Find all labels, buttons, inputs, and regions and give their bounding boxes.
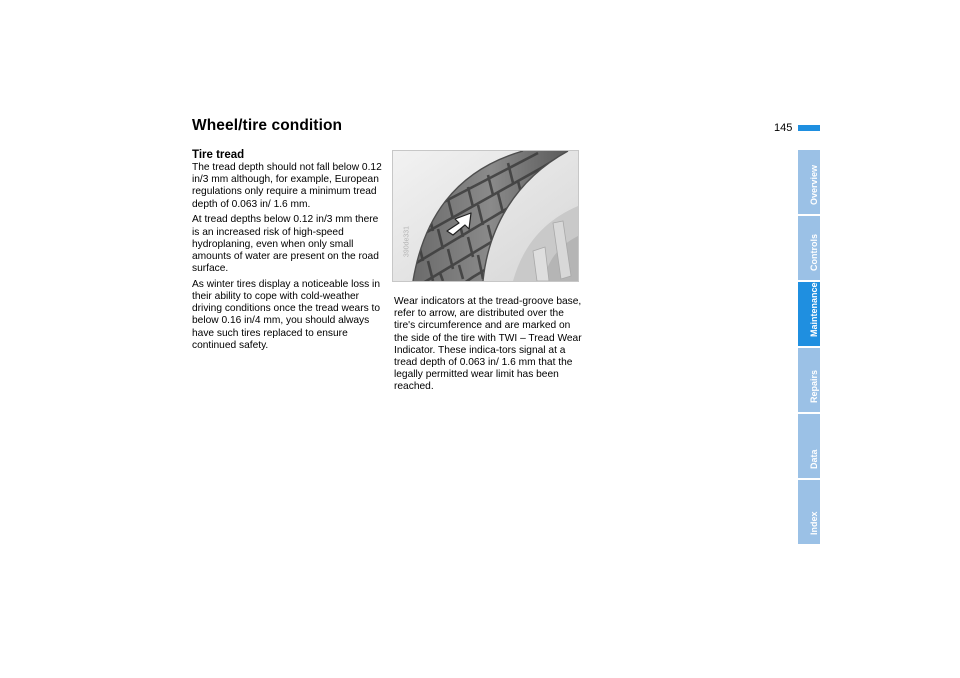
tire-illustration-svg: [393, 151, 578, 281]
tab-data[interactable]: Data: [798, 414, 820, 478]
paragraph-winter-tires: As winter tires display a noticeable loss in their ability to cope with cold-weather driving conditions once the tread wears to below 0.16 in/4 mm, you should always have such tires replaced to ensure continued safety.: [192, 278, 381, 351]
figure-caption: Wear indicators at the tread-groove base, refer to arrow, are distributed over the tire's circumference and are marked on the side of the tire with TWI – Tread Wear Indicator. These indica-tors signal at a tread depth of 0.063 in/ 1.6 mm that the legally permitted wear limit has been reached.: [394, 296, 582, 393]
figure-code: 390de331: [403, 225, 411, 258]
section-heading: Tire tread: [192, 149, 245, 161]
paragraph-hydroplaning: At tread depths below 0.12 in/3 mm there is an increased risk of high-speed hydroplaning, even when only small amounts of water are present on the road surface.: [192, 214, 379, 275]
wear-indicator-text: [394, 296, 584, 397]
page-number: 145: [774, 122, 793, 134]
tab-maintenance[interactable]: Maintenance: [798, 282, 820, 346]
tire-tread-section: [192, 148, 384, 356]
paragraph-min-tread: The tread depth should not fall below 0.12 in/3 mm although, for example, European regulations only require a minimum tread depth of 0.063 in/ 1.6 mm.: [192, 162, 382, 210]
tire-tread-illustration: [392, 150, 579, 282]
tab-repairs[interactable]: Repairs: [798, 348, 820, 412]
tab-controls[interactable]: Controls: [798, 216, 820, 280]
tab-index[interactable]: Index: [798, 480, 820, 544]
page-marker: [798, 125, 820, 131]
page-title: Wheel/tire condition: [192, 117, 343, 134]
tab-overview[interactable]: Overview: [798, 150, 820, 214]
